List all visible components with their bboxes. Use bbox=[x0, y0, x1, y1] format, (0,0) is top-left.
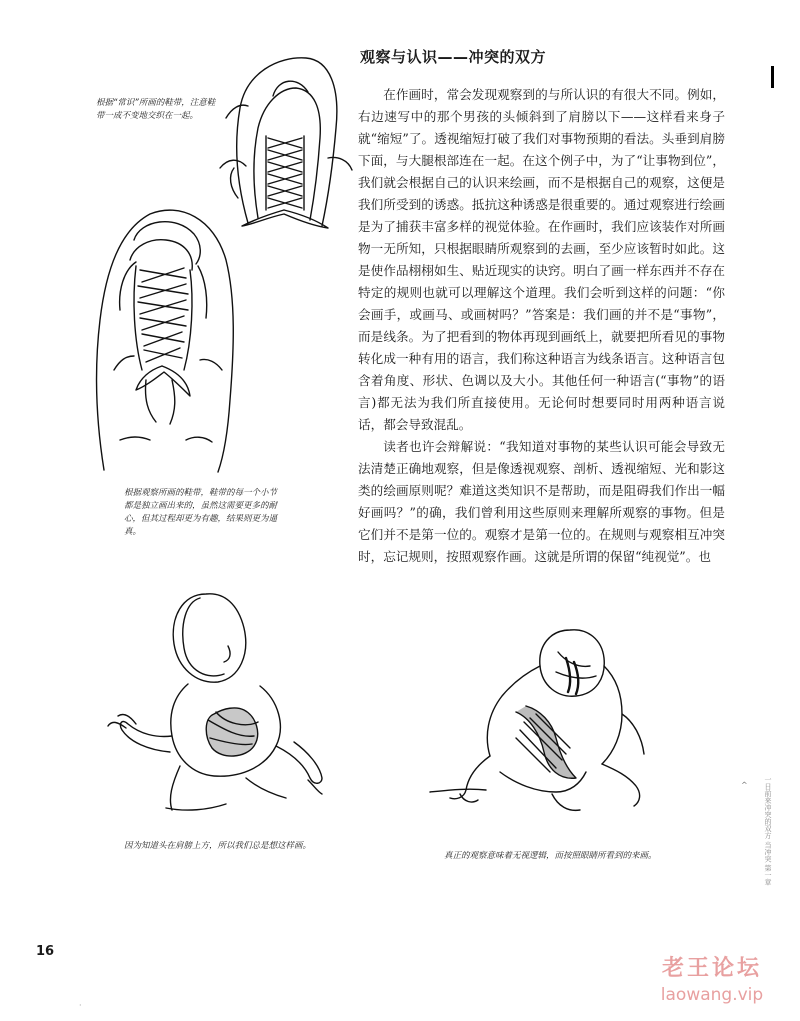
boy-knowledge-sketch bbox=[96, 588, 332, 816]
page-title: 观察与认识——冲突的双方 bbox=[360, 48, 547, 66]
watermark-site-name: 老王论坛 bbox=[661, 956, 762, 981]
shoe-observation-sketch bbox=[90, 200, 240, 475]
caption-boy-observation: 真正的观察意味着无视逻辑，而按照眼睛所看到的来画。 bbox=[444, 851, 657, 861]
watermark-url: laowang.vip bbox=[660, 985, 764, 1005]
caption-boy-knowledge: 因为知道头在肩膀上方，所以我们总是想这样画。 bbox=[124, 841, 312, 851]
edge-mark: ^ bbox=[741, 781, 748, 790]
body-text bbox=[358, 84, 725, 568]
edge-text: 一日前来冲突的双方 当冲突 第一章 bbox=[764, 776, 772, 886]
page-number: 16 bbox=[36, 944, 55, 959]
caption-shoe-observation: 根据观察所画的鞋带，鞋带的每一个小节都是独立画出来的，虽然这需要更多的耐心，但其过程却更为有趣，结果则更为逼真。 bbox=[124, 488, 278, 537]
paragraph: 读者也许会辩解说：“我知道对事物的某些认识可能会导致无法清楚正确地观察，但是像透视观察、剖析、透视缩短、光和影这类的绘画原则呢？难道这类知识不是帮助，而是阻碍我们作出一幅好画吗？”的确，我们曾利用这些原则来理解所观察的事物。但是它们并不是第一位的。观察才是第一位的。在规则与观察相互冲突时，忘记规则，按照观察作画。这就是所谓的保留“纯视觉”。也 bbox=[358, 439, 725, 564]
watermark bbox=[632, 955, 792, 1007]
boy-observation-sketch bbox=[420, 622, 654, 826]
stray-dot: · bbox=[79, 1001, 82, 1010]
margin-bar bbox=[771, 66, 774, 88]
paragraph: 在作画时，常会发现观察到的与所认识的有很大不同。例如，右边速写中的那个男孩的头倾斜到了肩膀以下——这样看来身子就“缩短”了。透视缩短打破了我们对事物预期的看法。头垂到肩膀下面，与大腿根部连在一起。在这个例子中，为了“让事物到位”，我们就会根据自己的认识来绘画，而不是根据自己的观察，这便是我们所受到的诱惑。抵抗这种诱惑是很重要的。通过观察进行绘画是为了捕获丰富多样的视觉体验。在作画时，我们应该装作对所画物一无所知，只根据眼睛所观察到的去画，至少应该暂时如此。这是使作品栩栩如生、贴近现实的诀窍。明白了画一样东西并不存在特定的规则也就可以理解这个道理。我们会听到这样的问题：“你会画手，或画马、或画树吗？”答案是：我们画的并不是“事物”，而是线条。为了把看到的物体再现到画纸上，就要把所看见的事物转化成一种有用的语言，我们称这种语言为线条语言。这种语言包含着角度、形状、色调以及大小。其他任何一种语言(“事物”的语言)都无法为我们所直接使用。无论何时想要同时用两种语言说话，都会导致混乱。 bbox=[358, 87, 725, 432]
caption-shoe-knowledge: 根据“常识”所画的鞋带，注意鞋带一成不变地交织在一起。 bbox=[96, 98, 216, 121]
